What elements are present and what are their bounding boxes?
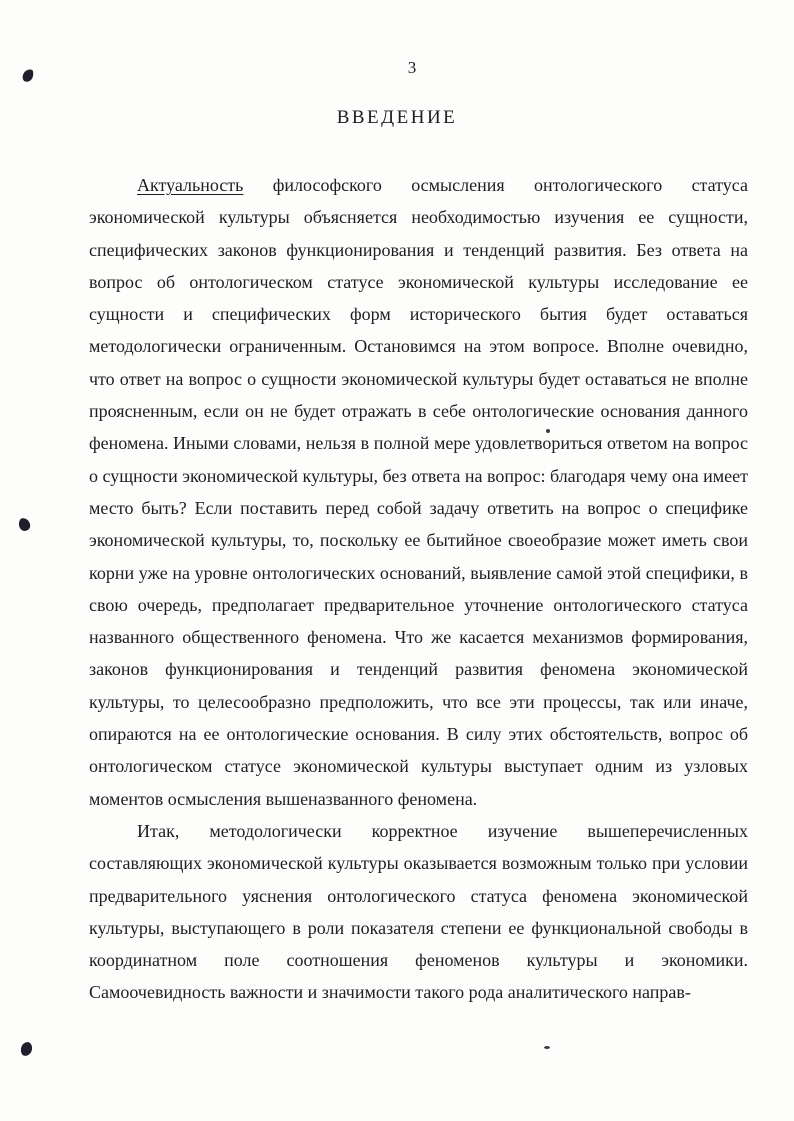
scan-speck-icon — [544, 1046, 550, 1049]
paragraph-text: философского осмысления онтологического статуса экономической культуры объясняется необходимостью изучения ее сущности, специфических законов функционирования и тенденций развития. Без ответа на вопрос об онтологическом статусе экономической культуры исследование ее сущности и специфических форм исторического бытия будет оставаться методологически ограниченным. Остановимся на этом вопросе. Вполне очевидно, что ответ на вопрос о сущности экономической культуры будет оставаться не вполне проясненным, если он не будет отражать в себе онтологические основания данного феномена. Иными словами, нельзя в полной мере удовлетвориться ответом на вопрос о сущности экономической культуры, без ответа на вопрос: благодаря чему она имеет место быть? Если поставить перед собой задачу ответить на вопрос о специфике экономической культуры, то, поскольку ее бытийное своеобразие может иметь свои корни уже на уровне онтологических оснований, выявление самой этой специфики, в свою очередь, предполагает предварительное уточнение онтологического статуса названного общественного феномена. Что же касается механизмов формирования, законов функционирования и тенденций развития феномена экономической культуры, то целесообразно предположить, что все эти процессы, так или иначе, опираются на ее онтологические основания. В силу этих обстоятельств, вопрос об онтологическом статусе экономической культуры выступает одним из узловых моментов осмысления вышеназванного феномена. — [89, 175, 748, 809]
paragraph — [89, 169, 748, 815]
underlined-term: Актуальность — [137, 175, 244, 195]
page-title: ВВЕДЕНИЕ — [336, 107, 458, 128]
paragraph — [89, 815, 748, 1009]
ink-spot-icon — [20, 1041, 33, 1056]
ink-spot-icon — [18, 517, 31, 532]
page-number: 3 — [407, 58, 417, 77]
body-text — [89, 169, 748, 1009]
paragraph-text: Итак, методологически корректное изучение вышеперечисленных составляющих экономической культуры оказывается возможным только при условии предварительного уяснения онтологического статуса феномена экономической культуры, выступающего в роли показателя степени ее функциональной свободы в координатном поле соотношения феноменов культуры и экономики. Самоочевидность важности и значимости такого рода аналитического направ- — [89, 820, 748, 1003]
